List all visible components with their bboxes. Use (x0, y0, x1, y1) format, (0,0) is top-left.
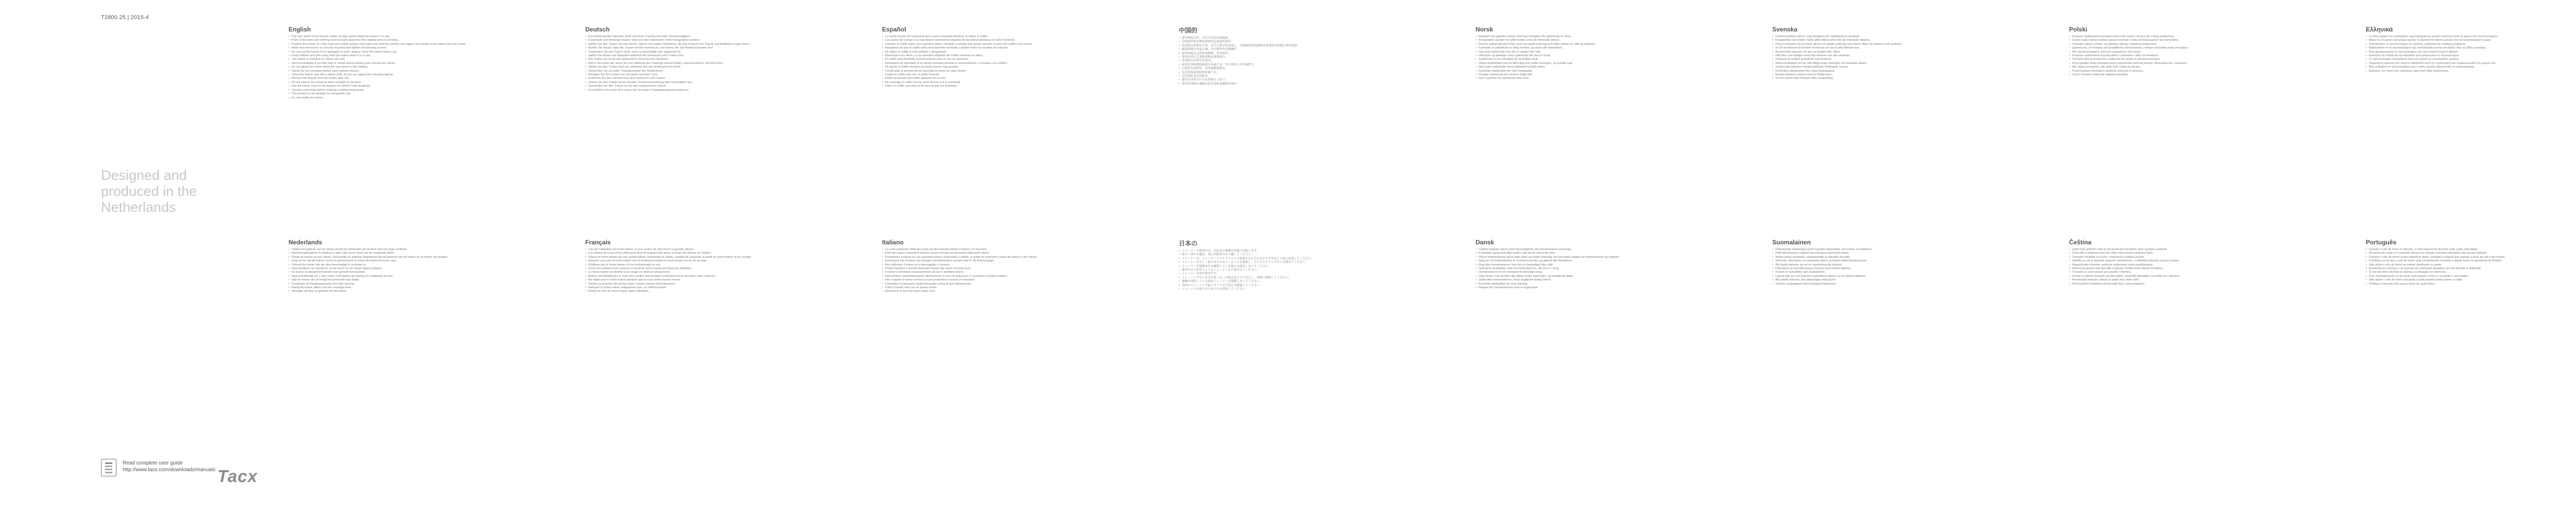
safety-item: • Nie reguluj trenażera, gdy tylne koło nadal się obraca. (2069, 65, 2285, 69)
safety-item: • Pulire il trainer solo con un panno umido. (882, 286, 1098, 290)
safety-item: • Rimuovere la bici dal trainer dopo l'uso. (882, 290, 1098, 293)
safety-item: • Kontrollera däcktrycket före varje träningspass. (1772, 70, 1989, 73)
safety-item: • Plasser sykkelrulla på et flatt, jevnt og stabilt underlag som tåler vekten av rulla og syklisten. (1476, 43, 1692, 46)
safety-item: • Μην χρησιμοποιείτε το προπονητήριο εάν έχει υποστεί ζημιά ή φθορά. (2366, 51, 2576, 54)
safety-item: • Kropsdele og tøj skal altid holdes væk fra de roterende dele. (1476, 252, 1692, 255)
language-section (1179, 26, 1395, 86)
safety-item: • Konsultieren Sie einen Arzt, bevor Sie mit einem Trainingsprogramm beginnen. (585, 89, 802, 92)
sidebar (0, 0, 289, 514)
safety-item: • Ελέγχετε την πίεση των ελαστικών πριν από κάθε προπόνηση. (2366, 70, 2576, 73)
safety-item: • Kroppsdelar och kläder måste alltid hållas borta från de roterande delarna. (1772, 39, 1989, 42)
safety-item: • Il trainer è destinato esclusivamente all'uso in ambienti interni. (882, 271, 1098, 274)
safety-item: • Rengör tränaren endast med en fuktig trasa. (1772, 73, 1989, 77)
safety-item: • As partes do corpo e o vestuário devem ser sempre mantidos afastados das peças rotativas. (2366, 252, 2576, 255)
safety-item: • Quando o rolo de treino é utilizado, a roda traseira da bicicleta roda a alta velocidade. (2366, 248, 2576, 252)
safety-item: • Houd kinderen en huisdieren uit de buurt van de trainer tijdens gebruik. (289, 267, 505, 271)
safety-item: • Zorg ervoor dat de trainer correct is gemonteerd en draai alle klemschroeven vast. (289, 259, 505, 263)
safety-item: • Vérifiez la pression des pneus avant chaque séance d'entraînement. (585, 283, 802, 286)
safety-item: • Tränaren är endast avsedd för inomhusbruk. (1772, 58, 1989, 61)
safety-item: • W przypadku złego samopoczucia natychmiast przerwij trening i skonsultuj się z lekarzem. (2069, 62, 2285, 65)
safety-item: • Przed każdym treningiem sprawdź ciśnienie w oponach. (2069, 70, 2285, 73)
safety-item: • Las partes del cuerpo y la ropa deben mantenerse alejadas de las piezas giratorias en todo momento. (882, 39, 1098, 42)
safety-item: • 体の一部や衣服は、常に回転部分から離してください。 (1179, 253, 1395, 257)
safety-list (585, 248, 802, 294)
safety-item: • 每次训练前请检查轮胎气压。 (1179, 71, 1395, 75)
safety-item: • 使用中は子供やペットをトレーナーから遠ざけてください。 (1179, 269, 1395, 272)
safety-item: • Fjern sykkelen fra sykkelrulla etter bruk. (1476, 77, 1692, 80)
safety-item: • Não ajuste o rolo de treino enquanto a roda traseira ainda estiver a rodar. (2366, 278, 2576, 282)
safety-item: • Cyklens baghjul roterer med høj hastighed, når hometraineren anvendes. (1476, 248, 1692, 252)
safety-item: • Position the trainer on a flat, level and stable surface and make sure that the surface can support the weight of the trainer plus the cyclist. (289, 43, 505, 46)
language-section (2069, 239, 2285, 286)
safety-item: • Nie używaj trenażera, jeśli jest uszkodzony lub zużyty. (2069, 51, 2285, 54)
language-section (1772, 26, 1989, 81)
safety-item: • Pokud se během tréninku necítíte dobře, okamžitě přestaňte a poraďte se s lékařem. (2069, 275, 2285, 278)
language-section (2069, 26, 2285, 77)
safety-item: • Gebruik de trainer niet als deze beschadigd of versleten is. (289, 263, 505, 267)
safety-item: • Pidä kehonosat ja vaatteet aina kaukana pyörivistä osista. (1772, 252, 1989, 255)
section-title: Italiano (882, 239, 904, 246)
safety-item: • Das Hinterrad des Fahrrads dreht sich beim Training mit hoher Geschwindigkeit. (585, 35, 802, 39)
section-title: Polski (2069, 26, 2088, 33)
safety-item: • Halten Sie Kinder und Haustiere während des Gebrauchs vom Trainer fern. (585, 54, 802, 58)
language-section (585, 239, 802, 294)
safety-item: • 后轮仍在旋转时，请勿调整训练台。 (1179, 67, 1395, 71)
safety-item: • トレーナーは湿らせた布でのみ清掃してください。 (1179, 288, 1395, 291)
safety-item: • Ujistěte se, že je trenažér správně namontován, a utáhněte všechny upínací šrouby. (2069, 259, 2285, 263)
safety-item: • Tenez les enfants et les animaux à l'écart du home trainer pendant son utilisation. (585, 267, 802, 271)
safety-item: • 身体部位和衣物必须始终远离旋转部件。 (1179, 40, 1395, 44)
safety-item: • Retire la bicicleta del rodillo después de su uso. (882, 77, 1098, 80)
safety-item: • Verwenden Sie den Trainer nicht, wenn er beschädigt oder abgenutzt ist. (585, 51, 802, 54)
safety-item: • Reinigen Sie den Trainer nur mit einem feuchten Tuch. (585, 73, 802, 77)
safety-item: • Use the trainer only for the purpose for which it was designed. (289, 85, 505, 88)
safety-item: • トレーナーの使用中は、自転車の後輪が高速で回転します。 (1179, 250, 1395, 253)
manual-text (123, 460, 215, 473)
safety-item: • Podczas użytkowania trenażera tylne koło roweru obraca się z dużą prędkością. (2069, 35, 2285, 39)
safety-item: • Ta bort cykeln från tränaren efter användning. (1772, 77, 1989, 80)
safety-item: • Neseřizujte trenažér, dokud se zadní kolo stále otáčí. (2069, 278, 2285, 282)
safety-item: • Stop immediately if you feel faint or unwell during training and consult your doctor. (289, 62, 505, 65)
safety-item: • Nepoužívejte trenažér, pokud je poškozený nebo opotřebovaný. (2069, 263, 2285, 267)
safety-item: • El rodillo está diseñado exclusivamente para su uso en interiores. (882, 58, 1098, 61)
safety-item: • O rolo de treino destina-se apenas a utilização em interiores. (2366, 271, 2576, 274)
safety-item: • Tarkista rengaspaine ennen jokaista harjoitusta. (1772, 283, 1989, 286)
safety-list (882, 248, 1098, 294)
safety-item: • Ne réglez pas le home trainer pendant que la roue arrière tourne encore. (585, 278, 802, 282)
safety-item: • 请勿将训练台暴露在阳光直射或潮湿环境中。 (1179, 82, 1395, 86)
safety-item: • Stellen Sie den Trainer auf eine flache, ebene und stabile Oberfläche, die das Gewicht von Trainer und Radfahrer tragen kann. (585, 43, 802, 46)
safety-item: • 使用训练台时，自行车后轮高速旋转。 (1179, 37, 1395, 40)
safety-item: • Podczas użytkowania trzymaj dzieci i zwierzęta z dala od trenażera. (2069, 54, 2285, 58)
safety-item: • トレーニング中に気分が悪くなった場合はすぐに中止し、医師に相談してください。 (1179, 276, 1395, 280)
safety-item: • Verifique a pressão dos pneus antes de cada treino. (2366, 283, 2576, 286)
section-title: English (289, 26, 311, 33)
safety-item: • Upewnij się, że trenażer jest prawidłowo zamontowany, i dokręć wszystkie śruby mocujące. (2069, 46, 2285, 50)
safety-list (2366, 248, 2576, 286)
safety-item: • Arrêtez immédiatement si vous vous sentez mal pendant l'entraînement et consultez votre médecin. (585, 275, 802, 278)
safety-item: • Limpie el rodillo solo con un paño húmedo. (882, 73, 1098, 77)
safety-item: • Během používání udržujte děti a domácí zvířata mimo dosah trenažéru. (2069, 267, 2285, 271)
safety-item: • 本训练台仅供室内使用。 (1179, 59, 1395, 63)
safety-item: • Clean the trainer only with a damp cloth, do not use aggressive cleaning agents. (289, 73, 505, 77)
safety-item: • Trenažér umístěte na rovný, vodorovný a stabilní povrch. (2069, 256, 2285, 259)
safety-item: • 如果训练台已损坏或磨损，请勿使用。 (1179, 52, 1395, 56)
safety-item: • Aseta trainer tasaiselle, vaakasuoralle ja vakaalle alustalle. (1772, 256, 1989, 259)
safety-item: • Varmista, että trainer on asennettu oikein, ja kiristä kaikki kiinnitysruuvit. (1772, 259, 1989, 263)
section-title: Suomalainen (1772, 239, 1811, 246)
safety-list (2366, 35, 2576, 73)
language-section (882, 26, 1098, 89)
safety-item: • Βεβαιωθείτε ότι το προπονητήριο έχει τοποθετηθεί σωστά και σφίξτε όλες τις βίδες σύσφιξης. (2366, 46, 2576, 50)
language-section (1476, 239, 1692, 290)
safety-item: • トレーナーは屋内専用です。 (1179, 272, 1395, 276)
safety-item: • Interrompere immediatamente l'allenamento in caso di malessere e consultare il proprio medico. (882, 275, 1098, 278)
safety-item: • Se till att tränaren är korrekt monterad och dra åt alla klämskruvar. (1772, 46, 1989, 50)
safety-item: • Utilice el rodillo solo para el fin para el que fue diseñado. (882, 85, 1098, 88)
safety-item: • Kontroller at sykkelrulla er riktig montert, og stram alle klemskruer. (1476, 46, 1692, 50)
safety-item: • Mantenha as crianças e os animais de estimação afastados do rolo durante a utilização. (2366, 267, 2576, 271)
safety-item: • Justera inte tränaren medan bakhjulet fortfarande roterar. (1772, 65, 1989, 69)
section-title: Português (2366, 239, 2397, 246)
section-title: Čeština (2069, 239, 2092, 246)
safety-item: • Sørg for, at hometraineren er monteret korrekt, og spænd alle klemskruer. (1476, 259, 1692, 263)
safety-item: • Assurez-vous que le home trainer est correctement monté et serrez toutes les vis de serrage. (585, 259, 802, 263)
safety-item: • Kroppsdeler og klær må alltid holdes unna de roterende delene. (1476, 39, 1692, 42)
language-section (289, 239, 505, 294)
safety-item: • Sykkelrulla er kun beregnet for innendørs bruk. (1476, 58, 1692, 61)
section-title: Nederlands (289, 239, 323, 246)
safety-item: • Brug ikke hometraineren, hvis den er beskadiget eller slidt. (1476, 263, 1692, 267)
section-title: Español (882, 26, 906, 33)
safety-item: • Bakhjulet på sykkelen roterer med høy hastighet når sykkelrulla er i bruk. (1476, 35, 1692, 39)
safety-item: • Kontroller dæktrykket før hver træning. (1476, 283, 1692, 286)
safety-list (882, 35, 1098, 89)
safety-item: • Hören Sie sofort auf, wenn Sie sich während des Trainings unwohl fühlen, und konsultieren Sie Ihren Arzt. (585, 62, 802, 65)
safety-item: • Le home trainer est destiné à un usage en intérieur uniquement. (585, 271, 802, 274)
safety-item: • Części ciała i odzież należy zawsze trzymać z dala od obracających się elementów. (2069, 39, 2285, 42)
language-section (2366, 239, 2576, 286)
safety-item: • Coloque el rodillo sobre una superficie plana, nivelada y estable que pueda soportar el peso del rodillo y del ciclista. (882, 43, 1098, 46)
safety-item: • Håll barn och husdjur borta från tränaren när den används. (1772, 54, 1989, 58)
safety-item: • 使用后请将自行车从训练台上取下。 (1179, 78, 1395, 82)
safety-item: • Tenere bambini e animali domestici lontani dal trainer durante l'uso. (882, 267, 1098, 271)
language-section (1476, 26, 1692, 81)
safety-item: • Hold børn og kæledyr væk fra hometraineren, når den er i brug. (1476, 267, 1692, 271)
safety-item: • Hold barn og kjæledyr unna sykkelrulla når den er i bruk. (1476, 54, 1692, 58)
safety-item: • Ikke bruk sykkelrulla hvis den er skadet eller slitt. (1476, 51, 1692, 54)
safety-list (1476, 248, 1692, 290)
safety-item: • The rear wheel of the bicycle rotates at high speed whilst the trainer is in use. (289, 35, 505, 39)
manual-line-1: Read complete user guide (123, 460, 183, 466)
safety-item: • De trainer is uitsluitend bedoeld voor gebruik binnenshuis. (289, 271, 505, 274)
safety-item: • Stopp umiddelbart hvis du føler deg uvel under treningen, og kontakt lege. (1476, 62, 1692, 65)
safety-item: • Μην ρυθμίζετε το προπονητήριο ενώ ο πίσω τροχός εξακολουθεί να περιστρέφεται. (2366, 65, 2576, 69)
safety-item: • Lors de l'utilisation du home trainer, la roue arrière du vélo tourne à grande vitesse. (585, 248, 802, 252)
safety-item: • Nettoyez le home trainer uniquement avec un chiffon humide. (585, 286, 802, 290)
safety-item: • Achten Sie darauf, dass der Trainer korrekt montiert ist, und ziehen Sie alle Klemmschrauben fest. (585, 46, 802, 50)
section-title: 日本の (1179, 240, 1198, 247)
safety-item: • Deténgase de inmediato si se siente mareado durante el entrenamiento y consulte a su médico. (882, 62, 1098, 65)
safety-item: • Ο πίσω τροχός του ποδηλάτου περιστρέφεται με μεγάλη ταχύτητα κατά τη χρήση του προπονητηρίου. (2366, 35, 2576, 39)
safety-item: • Juster ikke hometraineren, mens baghjulet stadig roterer. (1476, 278, 1692, 282)
safety-item: • Mantenga a los niños y a los animales alejados del rodillo mientras se utiliza. (882, 54, 1098, 58)
safety-list (1179, 250, 1395, 291)
safety-item: • Posizionare il trainer su una superficie piana, orizzontale e stabile, in grado di sostenere il peso del trainer e del ciclista. (882, 256, 1098, 259)
manual-icon (101, 459, 116, 476)
safety-item: • Placera tränaren på ett plant, jämnt och stabilt underlag som klarar vikten av tränaren och cyklisten. (1772, 43, 1989, 46)
safety-item: • Před každým tréninkem zkontrolujte tlak v pneumatikách. (2069, 283, 2285, 286)
language-section (882, 239, 1098, 294)
safety-item: • Kontroller dekktrykket før hver treningsøkt. (1476, 70, 1692, 73)
safety-item: • Κρατήστε τα παιδιά και τα κατοικίδια ζώα μακριά από το προπονητήριο. (2366, 54, 2576, 58)
safety-item: • No ajuste el rodillo mientras la rueda trasera siga girando. (882, 65, 1098, 69)
safety-item: • 後輪が回転している間はトレーナーを調整しないでください。 (1179, 280, 1395, 284)
section-title: Ελληνικά (2366, 26, 2393, 33)
safety-list (2069, 248, 2285, 286)
safety-item: • La rueda trasera de la bicicleta gira a gran velocidad mientras se utiliza el rodillo. (882, 35, 1098, 39)
safety-item: • Trenažér je určen pouze pro použití v interiéru. (2069, 271, 2285, 274)
manual-link-block[interactable] (101, 459, 215, 476)
safety-item: • Certifique-se de que o rolo de treino está corretamente montado e aperte todos os parafusos de fixação. (2366, 259, 2576, 263)
safety-item: • The trainer is intended for indoor use only. (289, 58, 505, 61)
safety-item: • This product is not suitable for therapeutic use. (289, 92, 505, 96)
section-title: Svenska (1772, 26, 1798, 33)
designed-in-netherlands: Designed and produced in the Netherlands (101, 168, 197, 215)
safety-item: • Non regolare il trainer mentre la ruota posteriore è ancora in rotazione. (882, 278, 1098, 282)
safety-item: • Rengør kun hometraineren med en fugtig klud. (1476, 286, 1692, 290)
safety-item: • Der Trainer ist nur für den Gebrauch in Innenräumen bestimmt. (585, 58, 802, 61)
language-section (289, 26, 505, 100)
safety-item: • Controllare la pressione degli pneumatici prima di ogni allenamento. (882, 283, 1098, 286)
safety-list (1772, 35, 1989, 81)
safety-item: • Stop straks, hvis du føler dig utilpas under træningen, og kontakt din læge. (1476, 275, 1692, 278)
safety-list (289, 35, 505, 100)
safety-item: • Pidä lapset ja lemmikit poissa trainerin luota käytön aikana. (1772, 267, 1989, 271)
safety-item: • Make sure the trainer is correctly mounted and tighten all clamping screws. (289, 46, 505, 50)
safety-item: • Remove the bicycle from the trainer after use. (289, 77, 505, 80)
safety-list (1179, 37, 1395, 86)
safety-item: • Části těla a oblečení musí být vždy mimo dosah rotujících částí. (2069, 252, 2285, 255)
safety-item: • Controleer de bandenspanning voor elke training. (289, 283, 505, 286)
safety-item: • トレーナーが正しく取り付けられていることを確認し、すべてのクランプネジを締めてください。 (1179, 261, 1395, 264)
safety-item: • Coloque o rolo de treino numa superfície plana, nivelada e estável que suporte o peso do rolo e do ciclista. (2366, 256, 2576, 259)
safety-item: • Consult a physician before starting a training programme. (289, 89, 505, 92)
language-section (2366, 26, 2576, 73)
safety-item: • Asegúrese de que el rodillo esté correctamente montado y apriete todos los tornillos de sujeción. (882, 46, 1098, 50)
safety-item: • トレーナーが損傷または摩耗している場合は使用しないでください。 (1179, 265, 1395, 269)
safety-item: • 如果在训练期间感到头晕或不适，请立即停止并咨询医生。 (1179, 63, 1395, 67)
safety-item: • Pare imediatamente se se sentir mal durante o treino e consulte o seu médico. (2366, 275, 2576, 278)
safety-item: • Setzen Sie den Trainer keiner direkten Sonneneinstrahlung oder Feuchtigkeit aus. (585, 81, 802, 85)
safety-item: • 仅用湿布清洁训练台。 (1179, 75, 1395, 78)
safety-item: • Não utilize o rolo de treino se estiver danificado ou gasto. (2366, 263, 2576, 267)
safety-item: • Rengjør sykkelrulla kun med en fuktig klut. (1476, 73, 1692, 77)
section-title: Dansk (1476, 239, 1495, 246)
language-section (1179, 239, 1395, 291)
safety-list (1476, 35, 1692, 81)
safety-item: • 将训练台放置在平坦、水平且稳定的表面上，并确保该表面能够承受训练台和骑行者的重量。 (1179, 44, 1395, 48)
safety-item: • Entfernen Sie das Fahrrad nach dem Gebrauch vom Trainer. (585, 77, 802, 80)
safety-item: • 确保训练台安装正确，并拧紧所有夹紧螺钉。 (1179, 48, 1395, 52)
safety-item: • Lopeta heti, jos voit huonosti harjoittelun aikana, ja ota yhteys lääkäriin. (1772, 275, 1989, 278)
safety-item: • Parts of the body and clothing must be kept away from the rotating parts at all times. (289, 39, 505, 42)
safety-item: • Do not adjust the trainer while the rear wheel is still rotating. (289, 65, 505, 69)
safety-item: • Les parties du corps et les vêtements doivent toujours être tenus à l'écart des pièces en rotation. (585, 252, 802, 255)
safety-item: • Houd lichaamsdelen en kleding te allen tijde uit de buurt van de draaiende delen. (289, 252, 505, 255)
safety-item: • Älä käytä traineria, jos se on vaurioitunut tai kulunut. (1772, 263, 1989, 267)
brand-logo: Tacx (217, 467, 258, 486)
safety-item: • Älä säädä traineria, kun takarengas vielä pyörii. (1772, 278, 1989, 282)
safety-item: • Τοποθετήστε το προπονητήριο σε επίπεδη, οριζόντια και σταθερή επιφάνεια. (2366, 43, 2576, 46)
safety-item: • Trenażer należy ustawić na płaskiej, równej i stabilnej powierzchni. (2069, 43, 2285, 46)
safety-item: • Stop onmiddellijk als u zich onwel voelt tijdens de training en raadpleeg uw arts. (289, 275, 505, 278)
section-title: Norsk (1476, 26, 1494, 33)
safety-item: • Do not use the trainer if it is damaged or worn, always check the trainer before use. (289, 51, 505, 54)
safety-item: • Placez le home trainer sur une surface plane, horizontale et stable, capable de supporter le poids du home trainer et du cycliste. (585, 256, 802, 259)
safety-item: • Reinig de trainer alleen met een vochtige doek. (289, 286, 505, 290)
safety-item: • トレーナーは、トレーナーとサイクリストの重量を支えられる平らで安定した面に設置してください。 (1179, 257, 1395, 261)
safety-item: • Czyść trenażer wyłącznie wilgotną szmatką. (2069, 73, 2285, 77)
language-section (1772, 239, 1989, 286)
safety-item: • Verwijder de fiets na gebruik van de trainer. (289, 290, 505, 293)
section-title: Français (585, 239, 611, 246)
document-id: T2800.25 | 2015-4 (101, 14, 149, 21)
safety-item: • Trainer on tarkoitettu vain sisäkäyttöön. (1772, 271, 1989, 274)
safety-item: • Do not expose the trainer to direct sunlight or moisture. (289, 81, 505, 85)
safety-item: • Verwenden Sie den Trainer nur für den vorgesehenen Zweck. (585, 85, 802, 88)
safety-list (1772, 248, 1989, 286)
safety-item: • Check the tyre pressure before each training session. (289, 70, 505, 73)
safety-item: • Ikke juster sykkelrulla mens bakhjulet fortsatt roterer. (1476, 65, 1692, 69)
section-title: Deutsch (585, 26, 610, 33)
safety-item: • Placer hometraineren på et fladt, plant og stabilt underlag, der kan bære vægten af hometraineren og cyklisten. (1476, 256, 1692, 259)
safety-item: • Überprüfen Sie vor jeder Trainingseinheit den Reifendruck. (585, 70, 802, 73)
safety-item: • Stel de trainer niet af terwijl het achterwiel nog draait. (289, 278, 505, 282)
safety-item: • Körperteile und Kleidung müssen stets von den rotierenden Teilen ferngehalten werden. (585, 39, 802, 42)
safety-item: • 毎回のトレーニング前にタイヤの空気圧を確認してください。 (1179, 284, 1395, 288)
safety-item: • Non utilizzare il trainer se è danneggiato o usurato. (882, 263, 1098, 267)
safety-item: • La ruota posteriore della bici ruota ad alta velocità mentre il trainer è in funzione. (882, 248, 1098, 252)
safety-list (585, 35, 802, 92)
safety-item: • Polkupyörän takarengas pyörii suurella nopeudella, kun trainer on käytössä. (1772, 248, 1989, 252)
safety-item: • Zadní kolo jízdního kola se při používání trenažéru otáčí vysokou rychlostí. (2069, 248, 2285, 252)
safety-item: • No exponga el rodillo a la luz solar directa ni a la humedad. (882, 81, 1098, 85)
language-section (585, 26, 802, 92)
safety-item: • Parti del corpo e indumenti devono essere sempre tenuti lontani dalle parti rotanti. (882, 252, 1098, 255)
safety-item: • No utilice el rodillo si está dañado o desgastado. (882, 51, 1098, 54)
safety-item: • Sluta omedelbart om du mår dåligt under träningen och kontakta läkare. (1772, 62, 1989, 65)
safety-item: • Hometraineren er kun beregnet til indendørs brug. (1476, 271, 1692, 274)
safety-item: • Do not modify the trainer. (289, 96, 505, 100)
manual-url[interactable]: http://www.tacx.com/downloads/manuals (123, 467, 216, 473)
safety-item: • Retirez le vélo du home trainer après utilisation. (585, 290, 802, 293)
safety-item: • Σταματήστε αμέσως εάν νιώσετε αδιαθεσία κατά την προπόνηση και συμβουλευτείτε τον γιατρό σας. (2366, 62, 2576, 65)
safety-item: • Μέρη του σώματος και ρούχα πρέπει να βρίσκονται πάντα μακριά από τα περιστρεφόμενα μέρη. (2366, 39, 2576, 42)
safety-item: • Stellen Sie den Trainer nicht ein, während sich das Hinterrad noch dreht. (585, 65, 802, 69)
safety-item: • 使用时请让儿童和宠物远离训练台。 (1179, 56, 1395, 59)
safety-item: • Compruebe la presión de los neumáticos antes de cada sesión. (882, 70, 1098, 73)
safety-item: • Använd inte tränaren om den är skadad eller sliten. (1772, 51, 1989, 54)
safety-item: • Tijdens het gebruik van de trainer draait het achterwiel van de fiets met een hoge snelheid. (289, 248, 505, 252)
safety-item: • Assicurarsi che il trainer sia montato correttamente e serrare tutte le viti di bloccaggio. (882, 259, 1098, 263)
safety-item: • N'utilisez pas le home trainer s'il est endommagé ou usé. (585, 263, 802, 267)
section-title: 中国的 (1179, 27, 1198, 34)
safety-list (2069, 35, 2285, 77)
safety-item: • Το προπονητήριο προορίζεται μόνο για χρήση σε εσωτερικούς χώρους. (2366, 58, 2576, 61)
safety-list (289, 248, 505, 294)
safety-item: • Keep children and pets away from the trainer when it is in use. (289, 54, 505, 58)
safety-item: • Cykelns bakhjul roterar i hög hastighet när cykeltränaren används. (1772, 35, 1989, 39)
safety-item: • Plaats de trainer op een vlakke, horizontale en stabiele ondergrond die het gewicht van de trainer en de fietser kan dragen. (289, 256, 505, 259)
safety-item: • Trenażer jest przeznaczony wyłącznie do użytku w pomieszczeniach. (2069, 58, 2285, 61)
